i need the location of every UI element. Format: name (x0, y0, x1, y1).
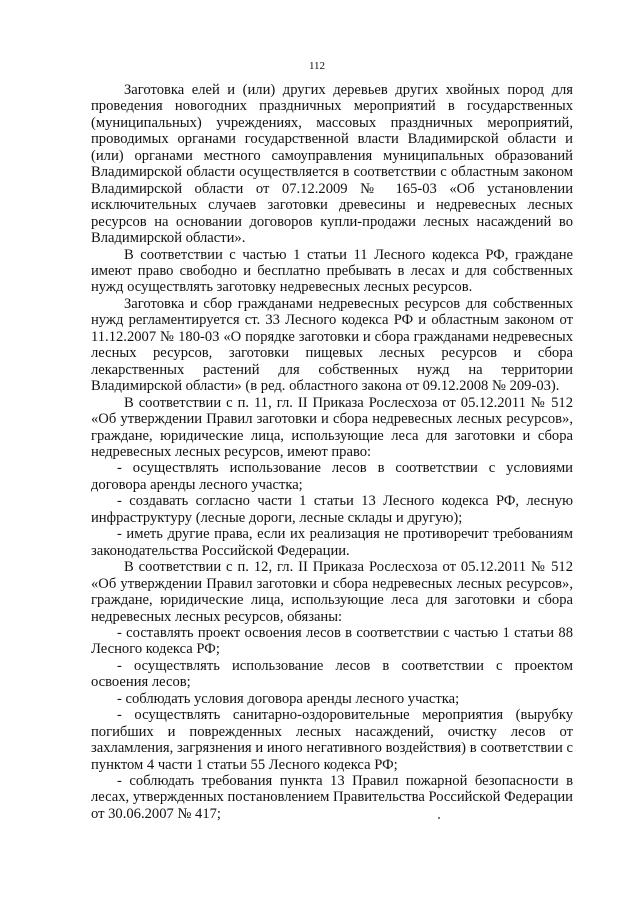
list-item-duty-use-per-project: - осуществлять использование лесов в соответствии с проектом освоения лесов; (91, 657, 573, 691)
list-item-duty-development-project: - составлять проект освоения лесов в соответствии с частью 1 статьи 88 Лесного кодекса РФ; (91, 624, 573, 658)
paragraph-obligations-intro: В соответствии с п. 12, гл. II Приказа Рослесхоза от 05.12.2011 № 512 «Об утверждении Правил заготовки и сбора недревесных лесных ресурсов», граждане, юридические лица, использующие леса для заготовки и сбора недревесных лесных ресурсов, обязаны: (91, 559, 573, 625)
list-item-right-use-forests: - осуществлять использование лесов в соответствии с условиями договора аренды лесного участка; (91, 460, 573, 493)
body-text (91, 82, 573, 822)
list-item-duty-lease-terms: - соблюдать условия договора аренды лесного участка; (117, 690, 460, 707)
paragraph-own-needs-regulation: Заготовка и сбор гражданами недревесных ресурсов для собственных нужд регламентируется ст. 33 Лесного кодекса РФ и областным законом от 11.12.2007 № 180-03 «О порядке заготовки и сбора гражданами недревесных лесных ресурсов, заготовки пищевых лесных ресурсов и сбора лекарственных растений для собственных нужд на территории Владимирской области» (в ред. областного закона от 09.12.2008 № 209-03). (91, 295, 573, 395)
list-item-right-other: - иметь другие права, если их реализация не противоречит требованиям законодательства Российской Федерации. (91, 526, 573, 559)
scan-speck (438, 817, 440, 819)
paragraph-rights-intro: В соответствии с п. 11, гл. II Приказа Рослесхоза от 05.12.2011 № 512 «Об утверждении Правил заготовки и сбора недревесных лесных ресурсов», граждане, юридические лица, использующие леса для заготовки и сбора недревесных лесных ресурсов, имеют право: (91, 394, 573, 460)
list-item-duty-fire-safety: - соблюдать требования пункта 13 Правил пожарной безопасности в лесах, утвержденных постановлением Правительства Российской Федерации от 30.06.2007 № 417; (91, 773, 573, 822)
paragraph-forest-code-article-11: В соответствии с частью 1 статьи 11 Лесного кодекса РФ, граждане имеют право свободно и бесплатно пребывать в лесах и для собственных нужд осуществлять заготовку недревесных лесных ресурсов. (91, 246, 573, 296)
list-item-duty-sanitary-measures: - осуществлять санитарно-оздоровительные мероприятия (вырубку погибших и поврежденных лесных насаждений, очистку лесов от захламления, загрязнения и иного негативного воздействия) в соответствии с пунктом 4 части 1 статьи 55 Лесного кодекса РФ; (91, 707, 573, 773)
list-item-right-infrastructure: - создавать согласно части 1 статьи 13 Лесного кодекса РФ, лесную инфраструктуру (лесные дороги, лесные склады и другую); (91, 493, 573, 526)
paragraph-fir-harvesting: Заготовка елей и (или) других деревьев других хвойных пород для проведения новогодних праздничных мероприятий в государственных (муниципальных) учреждениях, массовых праздничных мероприятий, проводимых органами государственной власти Владимирской области и (или) органами местного самоуправления муниципальных образований Владимирской области осуществляется в соответствии с областным законом Владимирской области от 07.12.2009 № 165-03 «Об установлении исключительных случаев заготовки древесины и недревесных лесных ресурсов на основании договоров купли-продажи лесных насаждений во Владимирской области». (91, 82, 573, 247)
page-number: 112 (308, 60, 326, 72)
